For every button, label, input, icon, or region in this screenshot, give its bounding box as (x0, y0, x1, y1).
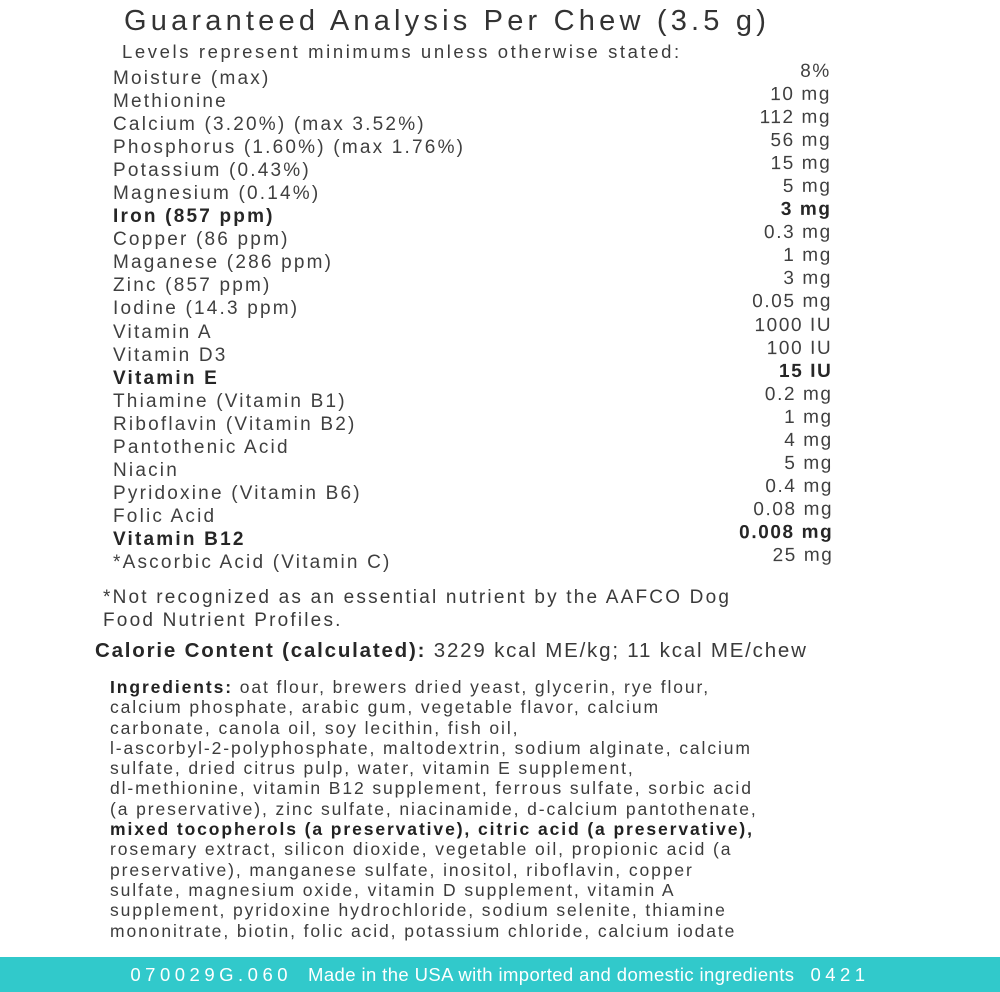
subtitle: Levels represent minimums unless otherwise stated: (122, 41, 682, 62)
origin-statement: Made in the USA with imported and domestic ingredients (308, 963, 795, 985)
nutrient-values-column (737, 60, 834, 568)
ingredient-line: calcium phosphate, arabic gum, vegetable flavor, calcium (110, 697, 660, 718)
ingredients-list (110, 677, 758, 941)
nutrient-label: *Ascorbic Acid (Vitamin C) (113, 551, 392, 573)
nutrient-value: 100 IU (766, 337, 833, 359)
date-code: 0421 (810, 963, 870, 985)
nutrient-label: Thiamine (Vitamin B1) (113, 390, 347, 412)
nutrient-value: 1 mg (783, 406, 833, 428)
nutrient-value: 0.008 mg (738, 521, 834, 544)
calorie-content (95, 639, 808, 663)
nutrient-label: Riboflavin (Vitamin B2) (113, 413, 357, 435)
ingredient-line: sulfate, dried citrus pulp, water, vitamin E supplement, (110, 758, 635, 779)
nutrient-value: 0.3 mg (763, 222, 832, 244)
nutrient-value: 1 mg (783, 245, 832, 267)
footnote-line-2: Food Nutrient Profiles. (103, 609, 343, 631)
nutrient-label: Iodine (14.3 ppm) (113, 298, 300, 320)
nutrient-label: Vitamin E (113, 367, 220, 389)
nutrient-value: 1000 IU (754, 314, 833, 336)
nutrient-value: 10 mg (769, 83, 831, 106)
ingredient-line: preservative), manganese sulfate, inositol, riboflavin, copper (110, 859, 694, 880)
nutrient-label: Zinc (857 ppm) (113, 275, 272, 297)
nutrient-value: 56 mg (770, 129, 832, 152)
lot-code: 070029G.060 (130, 963, 293, 985)
nutrient-label: Magnesium (0.14%) (113, 183, 321, 205)
nutrient-value: 25 mg (772, 544, 834, 567)
footnote-line-1: *Not recognized as an essential nutrient by the AAFCO Dog (103, 587, 732, 608)
page-title: Guaranteed Analysis Per Chew (3.5 g) (124, 5, 771, 37)
footnote (103, 587, 731, 633)
nutrient-value: 15 mg (770, 152, 832, 175)
ingredient-line: (a preservative), zinc sulfate, niacinamide, d-calcium pantothenate, (110, 798, 758, 819)
nutrient-value: 4 mg (783, 429, 833, 451)
calorie-content-value: 3229 kcal ME/kg; 11 kcal ME/chew (433, 639, 808, 662)
nutrient-label: Copper (86 ppm) (113, 229, 290, 251)
nutrient-label: Niacin (113, 459, 179, 481)
ingredient-line: carbonate, canola oil, soy lecithin, fish oil, (110, 717, 520, 738)
nutrient-value: 5 mg (782, 175, 832, 198)
ingredients-heading: Ingredients: (110, 677, 233, 697)
ingredient-line: Ingredients: oat flour, brewers dried yeast, glycerin, rye flour, (110, 677, 711, 697)
nutrient-value: 8% (800, 60, 831, 82)
guaranteed-analysis-table (113, 60, 834, 577)
nutrient-label: Vitamin D3 (113, 344, 228, 366)
nutrient-label: Methionine (113, 91, 228, 113)
nutrient-label: Phosphorus (1.60%) (max 1.76%) (113, 137, 466, 159)
nutrient-label: Pantothenic Acid (113, 436, 290, 458)
nutrient-label: Vitamin B12 (113, 528, 246, 550)
nutrient-label: Calcium (3.20%) (max 3.52%) (113, 114, 426, 136)
nutrient-label: Iron (857 ppm) (113, 206, 275, 228)
nutrient-value: 0.2 mg (764, 383, 833, 405)
nutrient-label: Folic Acid (113, 505, 217, 527)
nutrient-value: 15 IU (778, 360, 833, 382)
nutrient-value: 112 mg (759, 106, 832, 129)
nutrient-label: Maganese (286 ppm) (113, 252, 334, 274)
nutrient-value: 5 mg (784, 452, 833, 474)
nutrient-label: Pyridoxine (Vitamin B6) (113, 482, 362, 504)
nutrient-value: 3 mg (780, 199, 832, 221)
ingredient-line: dl-methionine, vitamin B12 supplement, ferrous sulfate, sorbic acid (110, 778, 753, 799)
ingredient-line: sulfate, magnesium oxide, vitamin D supplement, vitamin A (110, 879, 676, 900)
nutrient-labels-column (113, 67, 832, 574)
ingredient-line: l-ascorbyl-2-polyphosphate, maltodextrin, sodium alginate, calcium (110, 737, 752, 758)
nutrient-value: 0.4 mg (765, 475, 833, 497)
ingredient-line: mononitrate, biotin, folic acid, potassium chloride, calcium iodate (110, 920, 737, 941)
nutrient-value: 0.05 mg (752, 291, 832, 313)
nutrient-value: 3 mg (783, 268, 832, 290)
nutrient-label: Vitamin A (113, 321, 213, 343)
calorie-content-label: Calorie Content (calculated): (95, 639, 427, 662)
ingredient-line: supplement, pyridoxine hydrochloride, sodium selenite, thiamine (110, 900, 727, 921)
footer-bar (0, 957, 1000, 992)
nutrient-label: Moisture (max) (113, 68, 271, 89)
ingredient-line: mixed tocopherols (a preservative), citric acid (a preservative), (110, 819, 754, 840)
ingredient-line: rosemary extract, silicon dioxide, vegetable oil, propionic acid (a (110, 839, 733, 860)
nutrient-value: 0.08 mg (753, 498, 834, 521)
nutrient-label: Potassium (0.43%) (113, 160, 311, 182)
